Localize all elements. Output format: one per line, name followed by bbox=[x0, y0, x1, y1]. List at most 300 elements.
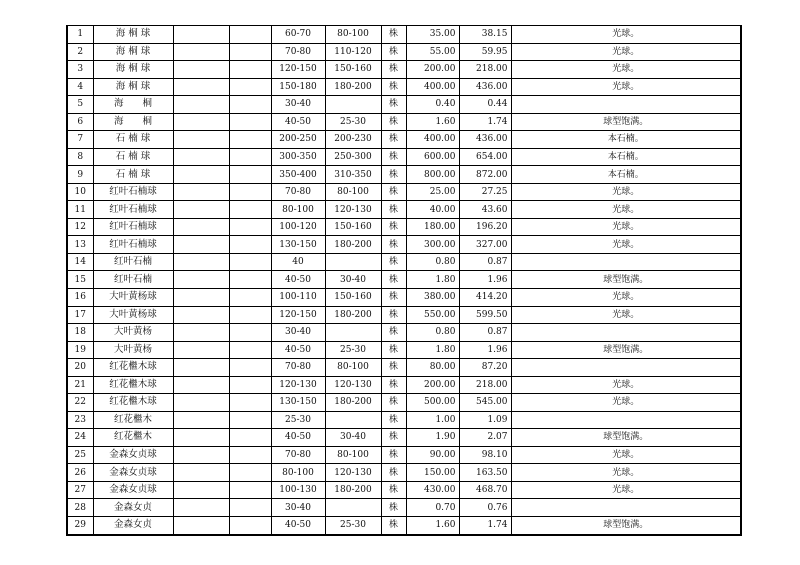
height-range: 350-400 bbox=[271, 166, 325, 184]
plant-name: 海 桐 球 bbox=[93, 61, 173, 79]
row-number: 10 bbox=[67, 183, 93, 201]
remark-cell bbox=[511, 324, 741, 342]
blank-cell bbox=[173, 113, 229, 131]
blank-cell bbox=[173, 26, 229, 44]
crown-range: 180-200 bbox=[325, 78, 381, 96]
crown-range: 150-160 bbox=[325, 288, 381, 306]
table-row bbox=[67, 131, 741, 149]
remark-cell bbox=[511, 359, 741, 377]
table-row bbox=[67, 166, 741, 184]
row-number: 7 bbox=[67, 131, 93, 149]
crown-range bbox=[325, 411, 381, 429]
plant-name: 红叶石楠球 bbox=[93, 236, 173, 254]
remark-cell bbox=[511, 253, 741, 271]
price-with-tax: 0.87 bbox=[459, 324, 511, 342]
crown-range: 120-130 bbox=[325, 464, 381, 482]
unit-price: 1.60 bbox=[406, 113, 459, 131]
unit-price: 380.00 bbox=[406, 288, 459, 306]
table-row bbox=[67, 26, 741, 44]
blank-cell bbox=[229, 359, 271, 377]
plant-name: 海 桐 bbox=[93, 96, 173, 114]
row-number: 20 bbox=[67, 359, 93, 377]
height-range: 130-150 bbox=[271, 236, 325, 254]
crown-range bbox=[325, 499, 381, 517]
height-range: 70-80 bbox=[271, 359, 325, 377]
blank-cell bbox=[173, 359, 229, 377]
crown-range: 180-200 bbox=[325, 481, 381, 499]
unit-cell: 株 bbox=[381, 113, 406, 131]
crown-range: 120-130 bbox=[325, 201, 381, 219]
unit-price: 800.00 bbox=[406, 166, 459, 184]
unit-price: 150.00 bbox=[406, 464, 459, 482]
crown-range: 110-120 bbox=[325, 43, 381, 61]
blank-cell bbox=[173, 43, 229, 61]
remark-cell bbox=[511, 499, 741, 517]
plant-name: 红花檵木 bbox=[93, 429, 173, 447]
remark-cell: 球型饱满。 bbox=[511, 113, 741, 131]
plant-name: 红花檵木球 bbox=[93, 394, 173, 412]
unit-price: 180.00 bbox=[406, 218, 459, 236]
plant-name: 金森女贞球 bbox=[93, 481, 173, 499]
plant-name: 大叶黄杨球 bbox=[93, 288, 173, 306]
row-number: 17 bbox=[67, 306, 93, 324]
crown-range: 150-160 bbox=[325, 218, 381, 236]
unit-cell: 株 bbox=[381, 218, 406, 236]
unit-price: 80.00 bbox=[406, 359, 459, 377]
row-number: 19 bbox=[67, 341, 93, 359]
height-range: 40-50 bbox=[271, 271, 325, 289]
unit-cell: 株 bbox=[381, 376, 406, 394]
unit-price: 400.00 bbox=[406, 78, 459, 96]
table-row bbox=[67, 218, 741, 236]
height-range: 25-30 bbox=[271, 411, 325, 429]
unit-cell: 株 bbox=[381, 26, 406, 44]
row-number: 18 bbox=[67, 324, 93, 342]
price-with-tax: 43.60 bbox=[459, 201, 511, 219]
remark-cell: 本石楠。 bbox=[511, 166, 741, 184]
unit-cell: 株 bbox=[381, 499, 406, 517]
height-range: 300-350 bbox=[271, 148, 325, 166]
remark-cell bbox=[511, 96, 741, 114]
remark-cell: 光球。 bbox=[511, 376, 741, 394]
unit-price: 600.00 bbox=[406, 148, 459, 166]
table-row bbox=[67, 148, 741, 166]
remark-cell: 球型饱满。 bbox=[511, 516, 741, 535]
blank-cell bbox=[173, 446, 229, 464]
row-number: 12 bbox=[67, 218, 93, 236]
unit-price: 1.80 bbox=[406, 271, 459, 289]
unit-cell: 株 bbox=[381, 516, 406, 535]
row-number: 8 bbox=[67, 148, 93, 166]
crown-range: 80-100 bbox=[325, 26, 381, 44]
remark-cell: 本石楠。 bbox=[511, 148, 741, 166]
blank-cell bbox=[173, 236, 229, 254]
blank-cell bbox=[229, 218, 271, 236]
unit-price: 0.80 bbox=[406, 253, 459, 271]
table-row bbox=[67, 324, 741, 342]
plant-name: 红叶石楠 bbox=[93, 271, 173, 289]
row-number: 25 bbox=[67, 446, 93, 464]
plant-name: 红叶石楠 bbox=[93, 253, 173, 271]
blank-cell bbox=[173, 288, 229, 306]
price-with-tax: 27.25 bbox=[459, 183, 511, 201]
plant-name: 石 楠 球 bbox=[93, 166, 173, 184]
remark-cell: 光球。 bbox=[511, 78, 741, 96]
price-with-tax: 327.00 bbox=[459, 236, 511, 254]
remark-cell: 光球。 bbox=[511, 446, 741, 464]
blank-cell bbox=[173, 61, 229, 79]
plant-name: 海 桐 球 bbox=[93, 43, 173, 61]
height-range: 30-40 bbox=[271, 324, 325, 342]
crown-range: 25-30 bbox=[325, 341, 381, 359]
price-with-tax: 414.20 bbox=[459, 288, 511, 306]
unit-price: 550.00 bbox=[406, 306, 459, 324]
height-range: 80-100 bbox=[271, 464, 325, 482]
crown-range: 250-300 bbox=[325, 148, 381, 166]
table-row bbox=[67, 96, 741, 114]
crown-range: 25-30 bbox=[325, 113, 381, 131]
table-row bbox=[67, 201, 741, 219]
crown-range bbox=[325, 324, 381, 342]
row-number: 21 bbox=[67, 376, 93, 394]
unit-cell: 株 bbox=[381, 148, 406, 166]
blank-cell bbox=[229, 324, 271, 342]
price-with-tax: 872.00 bbox=[459, 166, 511, 184]
row-number: 2 bbox=[67, 43, 93, 61]
table-row bbox=[67, 236, 741, 254]
plant-name: 海 桐 球 bbox=[93, 26, 173, 44]
price-with-tax: 654.00 bbox=[459, 148, 511, 166]
remark-cell: 光球。 bbox=[511, 61, 741, 79]
blank-cell bbox=[229, 236, 271, 254]
plant-name: 石 楠 球 bbox=[93, 131, 173, 149]
crown-range: 180-200 bbox=[325, 394, 381, 412]
remark-cell: 球型饱满。 bbox=[511, 429, 741, 447]
unit-price: 0.70 bbox=[406, 499, 459, 517]
unit-cell: 株 bbox=[381, 394, 406, 412]
row-number: 9 bbox=[67, 166, 93, 184]
price-with-tax: 87.20 bbox=[459, 359, 511, 377]
remark-cell: 光球。 bbox=[511, 26, 741, 44]
table-row bbox=[67, 516, 741, 535]
price-with-tax: 1.74 bbox=[459, 516, 511, 535]
row-number: 13 bbox=[67, 236, 93, 254]
unit-price: 0.40 bbox=[406, 96, 459, 114]
unit-cell: 株 bbox=[381, 201, 406, 219]
row-number: 27 bbox=[67, 481, 93, 499]
height-range: 40-50 bbox=[271, 429, 325, 447]
unit-price: 40.00 bbox=[406, 201, 459, 219]
blank-cell bbox=[229, 96, 271, 114]
blank-cell bbox=[173, 271, 229, 289]
plant-name: 石 楠 球 bbox=[93, 148, 173, 166]
unit-cell: 株 bbox=[381, 78, 406, 96]
price-with-tax: 59.95 bbox=[459, 43, 511, 61]
unit-cell: 株 bbox=[381, 429, 406, 447]
unit-price: 1.00 bbox=[406, 411, 459, 429]
blank-cell bbox=[173, 499, 229, 517]
blank-cell bbox=[173, 464, 229, 482]
height-range: 40 bbox=[271, 253, 325, 271]
plant-name: 红叶石楠球 bbox=[93, 201, 173, 219]
price-with-tax: 218.00 bbox=[459, 61, 511, 79]
remark-cell: 光球。 bbox=[511, 394, 741, 412]
table-row bbox=[67, 113, 741, 131]
unit-cell: 株 bbox=[381, 253, 406, 271]
blank-cell bbox=[229, 429, 271, 447]
crown-range: 150-160 bbox=[325, 61, 381, 79]
height-range: 200-250 bbox=[271, 131, 325, 149]
price-with-tax: 436.00 bbox=[459, 131, 511, 149]
blank-cell bbox=[229, 481, 271, 499]
blank-cell bbox=[229, 43, 271, 61]
crown-range: 200-230 bbox=[325, 131, 381, 149]
crown-range: 30-40 bbox=[325, 271, 381, 289]
plant-name: 金森女贞 bbox=[93, 499, 173, 517]
unit-price: 200.00 bbox=[406, 376, 459, 394]
unit-price: 500.00 bbox=[406, 394, 459, 412]
price-with-tax: 163.50 bbox=[459, 464, 511, 482]
blank-cell bbox=[229, 78, 271, 96]
price-with-tax: 0.44 bbox=[459, 96, 511, 114]
unit-cell: 株 bbox=[381, 166, 406, 184]
table-row bbox=[67, 341, 741, 359]
unit-cell: 株 bbox=[381, 183, 406, 201]
price-with-tax: 1.09 bbox=[459, 411, 511, 429]
blank-cell bbox=[173, 166, 229, 184]
blank-cell bbox=[229, 131, 271, 149]
plant-name: 大叶黄杨球 bbox=[93, 306, 173, 324]
height-range: 40-50 bbox=[271, 341, 325, 359]
unit-price: 1.80 bbox=[406, 341, 459, 359]
table-row bbox=[67, 464, 741, 482]
crown-range: 25-30 bbox=[325, 516, 381, 535]
remark-cell: 本石楠。 bbox=[511, 131, 741, 149]
height-range: 100-110 bbox=[271, 288, 325, 306]
row-number: 14 bbox=[67, 253, 93, 271]
blank-cell bbox=[173, 376, 229, 394]
row-number: 1 bbox=[67, 26, 93, 44]
row-number: 23 bbox=[67, 411, 93, 429]
crown-range: 180-200 bbox=[325, 236, 381, 254]
row-number: 24 bbox=[67, 429, 93, 447]
unit-cell: 株 bbox=[381, 464, 406, 482]
height-range: 40-50 bbox=[271, 516, 325, 535]
blank-cell bbox=[173, 411, 229, 429]
blank-cell bbox=[173, 394, 229, 412]
blank-cell bbox=[173, 253, 229, 271]
remark-cell: 光球。 bbox=[511, 236, 741, 254]
unit-price: 90.00 bbox=[406, 446, 459, 464]
blank-cell bbox=[173, 481, 229, 499]
blank-cell bbox=[229, 201, 271, 219]
row-number: 28 bbox=[67, 499, 93, 517]
unit-cell: 株 bbox=[381, 481, 406, 499]
unit-cell: 株 bbox=[381, 131, 406, 149]
plant-name: 红花檵木球 bbox=[93, 359, 173, 377]
blank-cell bbox=[173, 78, 229, 96]
blank-cell bbox=[229, 166, 271, 184]
height-range: 70-80 bbox=[271, 183, 325, 201]
blank-cell bbox=[173, 341, 229, 359]
row-number: 15 bbox=[67, 271, 93, 289]
row-number: 29 bbox=[67, 516, 93, 535]
blank-cell bbox=[229, 26, 271, 44]
unit-cell: 株 bbox=[381, 288, 406, 306]
price-with-tax: 2.07 bbox=[459, 429, 511, 447]
height-range: 120-150 bbox=[271, 306, 325, 324]
plant-name: 红花檵木 bbox=[93, 411, 173, 429]
price-with-tax: 1.96 bbox=[459, 341, 511, 359]
table-row bbox=[67, 78, 741, 96]
price-with-tax: 1.74 bbox=[459, 113, 511, 131]
remark-cell: 球型饱满。 bbox=[511, 271, 741, 289]
blank-cell bbox=[173, 96, 229, 114]
blank-cell bbox=[173, 516, 229, 535]
row-number: 6 bbox=[67, 113, 93, 131]
remark-cell: 球型饱满。 bbox=[511, 341, 741, 359]
price-with-tax: 98.10 bbox=[459, 446, 511, 464]
blank-cell bbox=[229, 61, 271, 79]
price-with-tax: 218.00 bbox=[459, 376, 511, 394]
height-range: 120-150 bbox=[271, 61, 325, 79]
unit-price: 400.00 bbox=[406, 131, 459, 149]
price-with-tax: 436.00 bbox=[459, 78, 511, 96]
remark-cell: 光球。 bbox=[511, 464, 741, 482]
blank-cell bbox=[229, 148, 271, 166]
plant-name: 金森女贞 bbox=[93, 516, 173, 535]
unit-price: 430.00 bbox=[406, 481, 459, 499]
table-row bbox=[67, 306, 741, 324]
height-range: 70-80 bbox=[271, 43, 325, 61]
blank-cell bbox=[229, 376, 271, 394]
unit-cell: 株 bbox=[381, 236, 406, 254]
remark-cell: 光球。 bbox=[511, 306, 741, 324]
blank-cell bbox=[173, 148, 229, 166]
blank-cell bbox=[173, 183, 229, 201]
unit-cell: 株 bbox=[381, 61, 406, 79]
plant-name: 红花檵木球 bbox=[93, 376, 173, 394]
plant-name: 金森女贞球 bbox=[93, 446, 173, 464]
plant-name: 金森女贞球 bbox=[93, 464, 173, 482]
blank-cell bbox=[229, 288, 271, 306]
blank-cell bbox=[229, 341, 271, 359]
plant-name: 红叶石楠球 bbox=[93, 218, 173, 236]
blank-cell bbox=[173, 131, 229, 149]
table-row bbox=[67, 394, 741, 412]
plant-name: 大叶黄杨 bbox=[93, 324, 173, 342]
price-with-tax: 38.15 bbox=[459, 26, 511, 44]
blank-cell bbox=[229, 411, 271, 429]
blank-cell bbox=[229, 113, 271, 131]
unit-cell: 株 bbox=[381, 446, 406, 464]
remark-cell: 光球。 bbox=[511, 43, 741, 61]
unit-price: 55.00 bbox=[406, 43, 459, 61]
table-row bbox=[67, 499, 741, 517]
table-row bbox=[67, 376, 741, 394]
row-number: 5 bbox=[67, 96, 93, 114]
remark-cell: 光球。 bbox=[511, 218, 741, 236]
unit-price: 200.00 bbox=[406, 61, 459, 79]
price-with-tax: 196.20 bbox=[459, 218, 511, 236]
row-number: 16 bbox=[67, 288, 93, 306]
row-number: 3 bbox=[67, 61, 93, 79]
unit-cell: 株 bbox=[381, 411, 406, 429]
crown-range: 120-130 bbox=[325, 376, 381, 394]
row-number: 26 bbox=[67, 464, 93, 482]
unit-cell: 株 bbox=[381, 359, 406, 377]
table-body bbox=[67, 26, 741, 536]
blank-cell bbox=[229, 464, 271, 482]
height-range: 40-50 bbox=[271, 113, 325, 131]
crown-range: 30-40 bbox=[325, 429, 381, 447]
crown-range: 80-100 bbox=[325, 359, 381, 377]
unit-price: 1.60 bbox=[406, 516, 459, 535]
blank-cell bbox=[173, 201, 229, 219]
height-range: 70-80 bbox=[271, 446, 325, 464]
blank-cell bbox=[173, 306, 229, 324]
blank-cell bbox=[173, 324, 229, 342]
unit-cell: 株 bbox=[381, 306, 406, 324]
row-number: 22 bbox=[67, 394, 93, 412]
price-with-tax: 1.96 bbox=[459, 271, 511, 289]
blank-cell bbox=[229, 394, 271, 412]
table-row bbox=[67, 446, 741, 464]
crown-range: 310-350 bbox=[325, 166, 381, 184]
height-range: 150-180 bbox=[271, 78, 325, 96]
height-range: 100-120 bbox=[271, 218, 325, 236]
table-row bbox=[67, 411, 741, 429]
row-number: 11 bbox=[67, 201, 93, 219]
height-range: 100-130 bbox=[271, 481, 325, 499]
crown-range: 80-100 bbox=[325, 446, 381, 464]
blank-cell bbox=[229, 271, 271, 289]
blank-cell bbox=[229, 253, 271, 271]
unit-price: 0.80 bbox=[406, 324, 459, 342]
crown-range bbox=[325, 96, 381, 114]
table-row bbox=[67, 271, 741, 289]
height-range: 130-150 bbox=[271, 394, 325, 412]
price-with-tax: 0.87 bbox=[459, 253, 511, 271]
table-row bbox=[67, 183, 741, 201]
plant-name: 大叶黄杨 bbox=[93, 341, 173, 359]
unit-cell: 株 bbox=[381, 96, 406, 114]
height-range: 30-40 bbox=[271, 499, 325, 517]
blank-cell bbox=[229, 499, 271, 517]
price-with-tax: 599.50 bbox=[459, 306, 511, 324]
unit-price: 25.00 bbox=[406, 183, 459, 201]
unit-cell: 株 bbox=[381, 324, 406, 342]
table-row bbox=[67, 253, 741, 271]
blank-cell bbox=[229, 183, 271, 201]
unit-cell: 株 bbox=[381, 43, 406, 61]
remark-cell bbox=[511, 411, 741, 429]
blank-cell bbox=[229, 516, 271, 535]
remark-cell: 光球。 bbox=[511, 481, 741, 499]
price-table bbox=[66, 25, 742, 536]
blank-cell bbox=[173, 429, 229, 447]
plant-name: 海 桐 bbox=[93, 113, 173, 131]
remark-cell: 光球。 bbox=[511, 201, 741, 219]
crown-range bbox=[325, 253, 381, 271]
table-row bbox=[67, 359, 741, 377]
plant-name: 海 桐 球 bbox=[93, 78, 173, 96]
row-number: 4 bbox=[67, 78, 93, 96]
blank-cell bbox=[229, 306, 271, 324]
table-row bbox=[67, 61, 741, 79]
unit-price: 35.00 bbox=[406, 26, 459, 44]
table-row bbox=[67, 43, 741, 61]
